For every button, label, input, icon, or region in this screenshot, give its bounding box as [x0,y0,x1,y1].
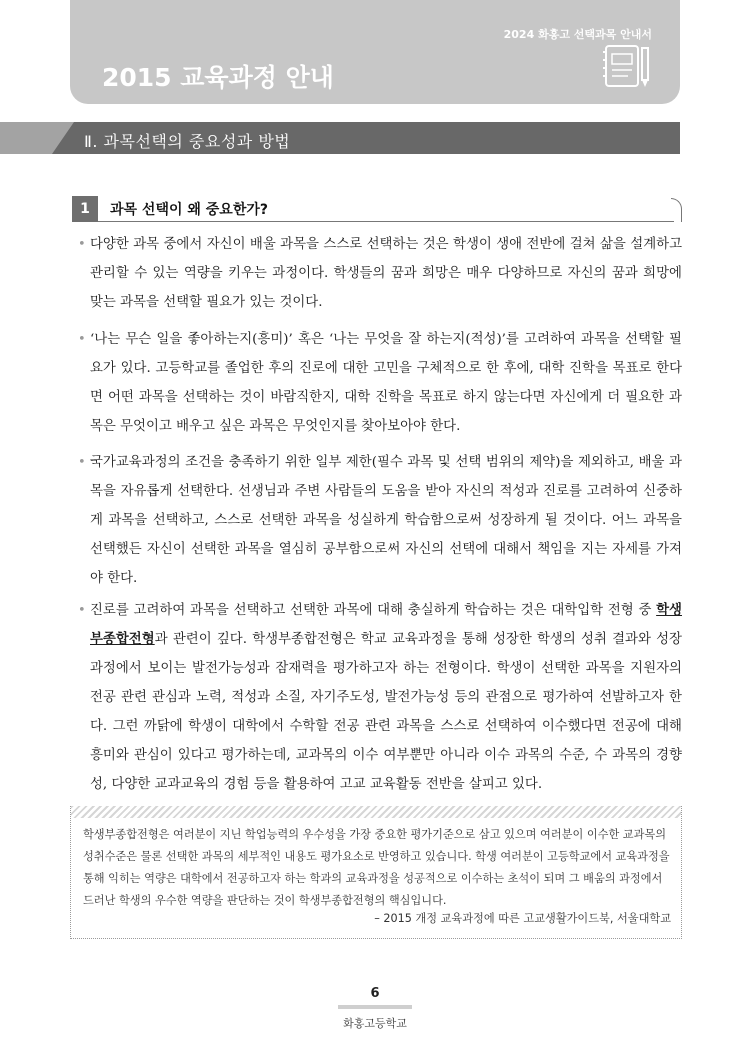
section-bar-tab [0,122,52,154]
section-title: Ⅱ. 과목선택의 중요성과 방법 [84,132,291,151]
paragraph-text-before: 진로를 고려하여 과목을 선택하고 선택한 과목에 대해 충실하게 학습하는 것은 대학입학 전형 중 [90,603,657,618]
quote-text: 학생부종합전형은 여러분이 지닌 학업능력의 우수성을 가장 중요한 평가기준으로 삼고 있으며 여러분이 이수한 교과목의 성취수준은 물론 선택한 과목의 세부적인 내용도 평가요소로 반영하고 있습니다. 학생 여러분이 고등학교에서 교육과정을 통해 익히는 역량은 대학에서 전공하고자 하는 학과의 교육과정을 성공적으로 이수하는 초석이 되며 그 배움의 과정에서 드러난 학생의 우수한 역량을 판단하는 것이 학생부종합전형의 핵심입니다. [83,828,670,907]
section-bar [0,122,680,154]
bullet-icon: • [78,603,86,618]
paragraph-4 [78,596,682,799]
notebook-pencil-icon [602,42,652,90]
emphasis-term: 학생부종합전형 [90,603,682,647]
page-header [70,0,680,104]
subsection-title: 과목 선택이 왜 중요한가? [110,202,268,218]
subsection-underline [98,221,674,222]
paragraph-1 [78,230,682,317]
paragraph-text: 국가교육과정의 조건을 충족하기 위한 일부 제한(필수 과목 및 선택 범위의 제약)을 제외하고, 배울 과목을 자유롭게 선택한다. 선생님과 주변 사람들의 도움을 받아 자신의 적성과 진로를 고려하여 신중하게 과목을 선택하고, 스스로 선택한 과목을 성실하게 학습함으로써 성장하게 될 것이다. 어느 과목을 선택했든 자신이 선택한 과목을 열심히 공부함으로써 자신의 선택에 대해서 책임을 지는 자세를 가져야 한다. [90,455,682,586]
quote-hatch-border [71,806,681,818]
quote-source: – 2015 개정 교육과정에 따른 고교생활가이드북, 서울대학교 [374,912,671,925]
bullet-icon: • [78,455,86,470]
bullet-icon: • [78,332,86,347]
paragraph-3 [78,448,682,593]
header-title: 2015 교육과정 안내 [102,63,334,92]
subsection-corner [671,198,682,222]
subsection-number: 1 [72,196,98,222]
header-subtitle: 2024 화홍고 선택과목 안내서 [503,28,652,41]
footer-school-name: 화홍고등학교 [343,1017,407,1030]
paragraph-text: 다양한 과목 중에서 자신이 배울 과목을 스스로 선택하는 것은 학생이 생애 전반에 걸쳐 삶을 설계하고 관리할 수 있는 역량을 키우는 과정이다. 학생들의 꿈과 희망은 매우 다양하므로 자신의 꿈과 희망에 맞는 과목을 선택할 필요가 있는 것이다. [90,237,682,310]
paragraph-text: ‘나는 무슨 일을 좋아하는지(흥미)’ 혹은 ‘나는 무엇을 잘 하는지(적성)’를 고려하여 과목을 선택할 필요가 있다. 고등학교를 졸업한 후의 진로에 대한 고민을 구체적으로 한 후에, 대학 진학을 목표로 한다면 어떤 과목을 선택하는 것이 바람직한지, 대학 진학을 목표로 하지 않는다면 자신에게 더 필요한 과목은 무엇이고 배우고 싶은 과목은 무엇인지를 찾아보아야 한다. [90,332,682,434]
quote-box [70,806,682,939]
bullet-icon: • [78,237,86,252]
section-bar-wedge [52,122,74,154]
paragraph-2 [78,325,682,441]
subsection-heading [72,196,682,226]
paragraph-text-after: 과 관련이 깊다. 학생부종합전형은 학교 교육과정을 통해 성장한 학생의 성취 결과와 성장 과정에서 보이는 발전가능성과 잠재력을 평가하고자 하는 전형이다. 학생이 선택한 과목을 지원자의 전공 관련 관심과 노력, 적성과 소질, 자기주도성, 발전가능성 등의 관점으로 평가하여 선발하고자 한다. 그런 까닭에 학생이 대학에서 수학할 전공 관련 과목을 스스로 선택하여 이수했다면 전공에 대해 흥미와 관심이 있다고 평가하는데, 교과목의 이수 여부뿐만 아니라 이수 과목의 수준, 수 과목의 경향성, 다양한 교과교육의 경험 등을 활용하여 고교 교육활동 전반을 살피고 있다. [90,632,682,792]
page-number: 6 [370,986,380,1001]
paragraph-text [90,596,682,799]
footer-divider [338,1005,412,1009]
